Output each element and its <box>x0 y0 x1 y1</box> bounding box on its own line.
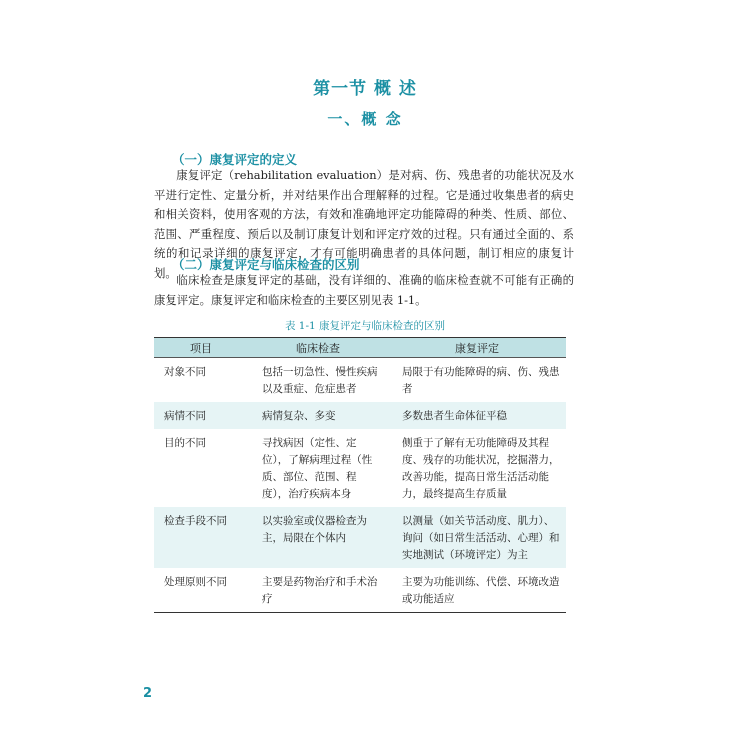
rehab-cell: 侧重于了解有无功能障碍及其程度、残存的功能状况，挖掘潜力，改善功能，提高日常生活活动能力，最终提高生存质量 <box>402 437 560 500</box>
row-label: 检查手段不同 <box>154 507 248 568</box>
page-number: 2 <box>143 686 153 701</box>
table-row <box>154 429 566 507</box>
table-caption: 表 1-1 康复评定与临床检查的区别 <box>284 320 446 332</box>
table-row <box>154 507 566 568</box>
table-header-row <box>154 338 566 358</box>
table-row <box>154 402 566 429</box>
rehab-cell: 多数患者生命体征平稳 <box>388 402 566 429</box>
clinical-cell: 包括一切急性、慢性疾病以及重症、危症患者 <box>262 366 378 395</box>
paragraph-difference <box>154 271 574 310</box>
rehab-cell: 主要为功能训练、代偿、环境改造或功能适应 <box>388 568 566 613</box>
rehab-cell: 以测量（如关节活动度、肌力）、询问（如日常生活活动、心理）和实地测试（环境评定）为主 <box>388 507 566 568</box>
row-label: 处理原则不同 <box>154 568 248 613</box>
column-header-rehab: 康复评定 <box>388 338 566 358</box>
paragraph-difference-text: 临床检查是康复评定的基础，没有详细的、准确的临床检查就不可能有正确的康复评定。康复评定和临床检查的主要区别见表 1-1。 <box>154 273 574 307</box>
table-row <box>154 568 566 613</box>
section-title: 第一节 概 述 <box>313 79 417 99</box>
subsection-title: 一、概 念 <box>327 110 403 128</box>
clinical-cell: 寻找病因（定性、定位），了解病理过程（性质、部位、范围、程度），治疗疾病本身 <box>262 437 373 500</box>
clinical-cell: 以实验室或仪器检查为主，局限在个体内 <box>248 507 388 568</box>
comparison-table <box>154 337 566 613</box>
column-header-item: 项目 <box>154 338 248 358</box>
row-label: 目的不同 <box>164 437 206 449</box>
clinical-cell: 主要是药物治疗和手术治疗 <box>248 568 388 613</box>
column-header-clinical: 临床检查 <box>248 338 388 358</box>
clinical-cell: 病情复杂、多变 <box>248 402 388 429</box>
row-label: 病情不同 <box>154 402 248 429</box>
heading-definition: （一）康复评定的定义 <box>172 152 298 167</box>
paragraph-definition-text: 康复评定（rehabilitation evaluation）是对病、伤、残患者的功能状况及水平进行定性、定量分析，并对结果作出合理解释的过程。它是通过收集患者的病史和相关资料，使用客观的方法，有效和准确地评定功能障碍的种类、性质、部位、范围、严重程度、预后以及制订康复计划和评定疗效的过程。只有通过全面的、系统的和记录详细的康复评定，才有可能明确患者的具体问题，制订相应的康复计划。 <box>154 168 574 280</box>
row-label: 对象不同 <box>164 366 206 378</box>
rehab-cell: 局限于有功能障碍的病、伤、残患者 <box>402 366 560 395</box>
heading-difference: （二）康复评定与临床检查的区别 <box>172 257 360 272</box>
table-row <box>154 358 566 403</box>
